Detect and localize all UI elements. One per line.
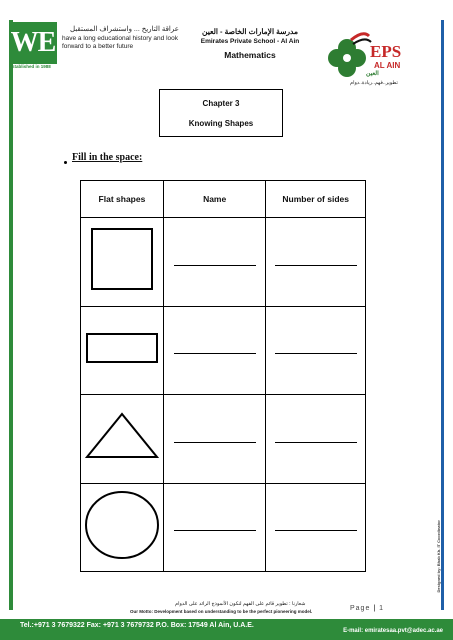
footer-contact: Tel.:+971 3 7679322 Fax: +971 3 7679732 P.O. Box: 17549 Al Ain, U.A.E. xyxy=(20,622,254,629)
eps-logo-arabic: العين xyxy=(366,71,379,77)
table-row xyxy=(81,483,366,572)
shape-cell xyxy=(81,306,164,395)
answer-line[interactable] xyxy=(174,442,256,443)
table-row xyxy=(81,395,366,484)
table-row xyxy=(81,306,366,395)
page-label: Page xyxy=(350,605,371,612)
chapter-title: Knowing Shapes xyxy=(188,118,254,128)
motto-arabic: شعارنا : تطوير قائم على الفهم لنكون الأنموذج الرائد على الدوام xyxy=(175,601,306,607)
name-answer-cell[interactable] xyxy=(163,395,266,484)
sides-answer-cell[interactable] xyxy=(266,395,366,484)
tagline-english: have a long educational history and look forward to a better future xyxy=(62,35,178,50)
table-header-row xyxy=(81,181,366,218)
instruction-text: Fill in the space: xyxy=(72,152,143,163)
triangle-icon xyxy=(84,411,160,461)
subject-title: Mathematics xyxy=(224,50,276,60)
circle-icon xyxy=(83,489,161,561)
bullet-icon xyxy=(64,161,67,164)
eps-logo-text: EPS xyxy=(370,42,402,61)
square-icon xyxy=(89,226,155,292)
sides-answer-cell[interactable] xyxy=(266,218,366,307)
established-label: Established in 1988 xyxy=(9,64,51,69)
page-indicator xyxy=(350,605,384,612)
answer-line[interactable] xyxy=(275,265,357,266)
answer-line[interactable] xyxy=(275,530,357,531)
header-name: Name xyxy=(163,181,266,218)
sides-answer-cell[interactable] xyxy=(266,306,366,395)
page-number: 1 xyxy=(379,605,384,612)
we-logo: WE xyxy=(9,22,57,64)
shape-cell xyxy=(81,218,164,307)
tagline-arabic: عراقة التاريخ ... واستشراف المستقبل xyxy=(70,26,179,33)
header-number-of-sides: Number of sides xyxy=(266,181,366,218)
eps-slogan: تطوير..فهم..ريادة..دوام xyxy=(350,80,398,86)
page-separator-icon: | xyxy=(373,605,377,612)
motto-english: Our Motto: Development based on understanding to be the perfect pioneering model. xyxy=(130,609,313,614)
name-answer-cell[interactable] xyxy=(163,218,266,307)
shapes-table xyxy=(80,180,366,572)
name-answer-cell[interactable] xyxy=(163,483,266,572)
answer-line[interactable] xyxy=(174,353,256,354)
sides-answer-cell[interactable] xyxy=(266,483,366,572)
table-row xyxy=(81,218,366,307)
school-name-arabic: مدرسة الإمارات الخاصة - العين xyxy=(202,27,298,36)
answer-line[interactable] xyxy=(275,353,357,354)
eps-logo-subtitle: AL AIN xyxy=(374,61,401,70)
answer-line[interactable] xyxy=(174,265,256,266)
chapter-number: Chapter 3 xyxy=(202,98,240,108)
right-border-bar xyxy=(441,20,444,610)
name-answer-cell[interactable] xyxy=(163,306,266,395)
answer-line[interactable] xyxy=(174,530,256,531)
designer-credit: Designed by: Bhab Kh. IT Coordinator xyxy=(436,520,441,593)
left-border-bar xyxy=(9,20,13,610)
shape-cell xyxy=(81,483,164,572)
answer-line[interactable] xyxy=(275,442,357,443)
footer-email: E-mail: emiratesaa.pvt@adec.ac.ae xyxy=(343,628,443,634)
school-name-english: Emirates Private School - Al Ain xyxy=(200,38,300,45)
rectangle-icon xyxy=(84,331,160,365)
header-flat-shapes: Flat shapes xyxy=(81,181,164,218)
shape-cell xyxy=(81,395,164,484)
chapter-box xyxy=(159,89,283,137)
